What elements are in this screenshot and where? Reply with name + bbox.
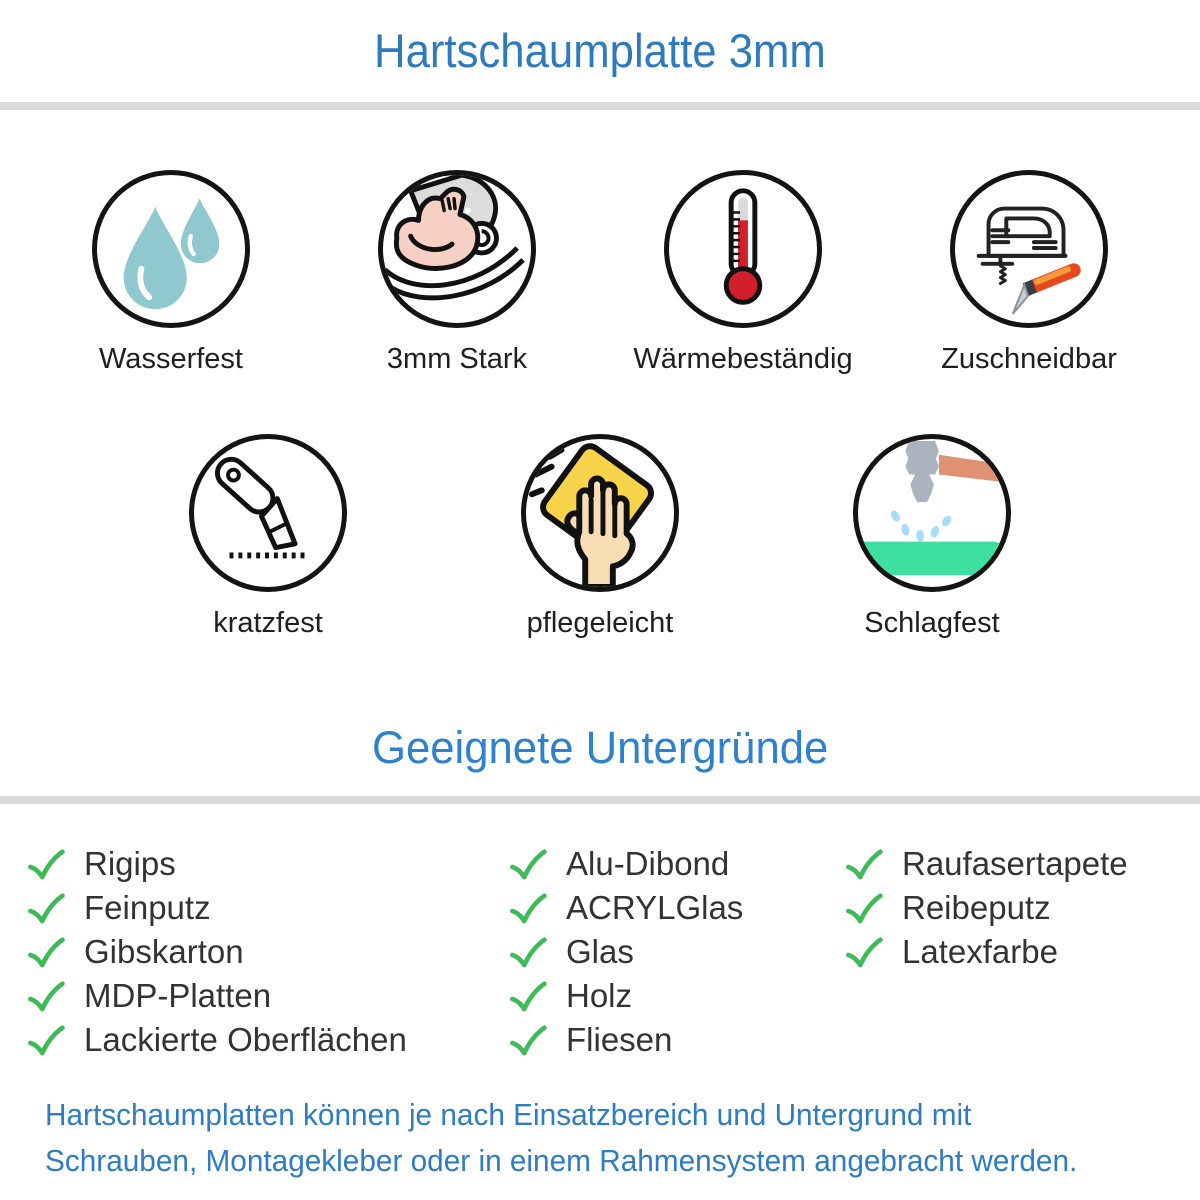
substrates-grid	[0, 842, 1200, 1062]
list-item	[24, 842, 506, 886]
water-drops-icon	[92, 170, 250, 328]
check-icon	[24, 933, 68, 971]
substrates-header	[0, 722, 1200, 782]
list-item	[842, 842, 1182, 886]
substrate-label: Feinputz	[84, 889, 211, 926]
check-icon	[24, 1021, 68, 1059]
feature-schlagfest	[832, 434, 1032, 640]
list-item	[506, 930, 842, 974]
feature-label: 3mm Stark	[386, 343, 528, 375]
feature-label: pflegeleicht	[526, 607, 674, 639]
thermometer-icon	[664, 170, 822, 328]
substrates-column-2	[506, 842, 842, 1062]
check-icon	[842, 933, 886, 971]
feature-label: Wasserfest	[99, 343, 243, 375]
mounting-note	[0, 1092, 1200, 1184]
divider-middle	[0, 796, 1200, 804]
substrates-heading: Geeignete Untergründe	[371, 722, 829, 773]
feature-waermebestaendig	[607, 170, 879, 376]
jigsaw-icon	[950, 170, 1108, 328]
page-title: Hartschaumplatte 3mm	[374, 24, 826, 77]
list-item	[506, 974, 842, 1018]
list-item	[506, 842, 842, 886]
list-item	[842, 886, 1182, 930]
feature-kratzfest	[168, 434, 368, 640]
list-item	[24, 1018, 506, 1062]
substrate-label: Latexfarbe	[902, 933, 1058, 970]
substrate-label: MDP-Platten	[84, 977, 272, 1014]
list-item	[506, 886, 842, 930]
substrates-column-1	[24, 842, 506, 1062]
check-icon	[842, 845, 886, 883]
feature-label: Zuschneidbar	[941, 343, 1117, 375]
mounting-note-line-2: Schrauben, Montagekleber oder in einem Rahmensystem angebracht werden.	[45, 1142, 1078, 1178]
substrate-label: Fliesen	[566, 1021, 673, 1058]
check-icon	[506, 845, 550, 883]
list-item	[24, 974, 506, 1018]
divider-top	[0, 102, 1200, 110]
list-item	[24, 886, 506, 930]
muscle-arm-icon	[378, 170, 536, 328]
check-icon	[506, 1021, 550, 1059]
feature-pflegeleicht	[500, 434, 700, 640]
feature-label: kratzfest	[213, 607, 323, 639]
substrate-label: Alu-Dibond	[566, 845, 730, 882]
substrate-label: Lackierte Oberflächen	[84, 1021, 407, 1058]
check-icon	[506, 933, 550, 971]
substrates-column-3	[842, 842, 1182, 974]
substrate-label: Raufasertapete	[902, 845, 1128, 882]
substrate-label: Rigips	[84, 845, 176, 882]
utility-knife-icon	[189, 434, 347, 592]
feature-wasserfest	[35, 170, 307, 376]
feature-label: Schlagfest	[864, 607, 1000, 639]
check-icon	[842, 889, 886, 927]
mounting-note-line-1: Hartschaumplatten können je nach Einsatzbereich und Untergrund mit	[45, 1097, 972, 1132]
substrate-label: Glas	[566, 933, 634, 970]
check-icon	[24, 977, 68, 1015]
check-icon	[506, 889, 550, 927]
check-icon	[24, 889, 68, 927]
list-item	[506, 1018, 842, 1062]
cleaning-hand-icon	[521, 434, 679, 592]
substrate-label: Reibeputz	[902, 889, 1051, 926]
feature-label: Wärmebeständig	[633, 343, 853, 375]
feature-3mm-stark	[321, 170, 593, 376]
header	[0, 0, 1200, 102]
feature-row-1	[0, 170, 1200, 376]
substrate-label: ACRYLGlas	[566, 889, 744, 926]
check-icon	[24, 845, 68, 883]
list-item	[842, 930, 1182, 974]
substrate-label: Gibskarton	[84, 933, 244, 970]
list-item	[24, 930, 506, 974]
hammer-icon	[853, 434, 1011, 592]
substrate-label: Holz	[566, 977, 633, 1014]
check-icon	[506, 977, 550, 1015]
feature-zuschneidbar	[893, 170, 1165, 376]
feature-row-2	[0, 434, 1200, 640]
